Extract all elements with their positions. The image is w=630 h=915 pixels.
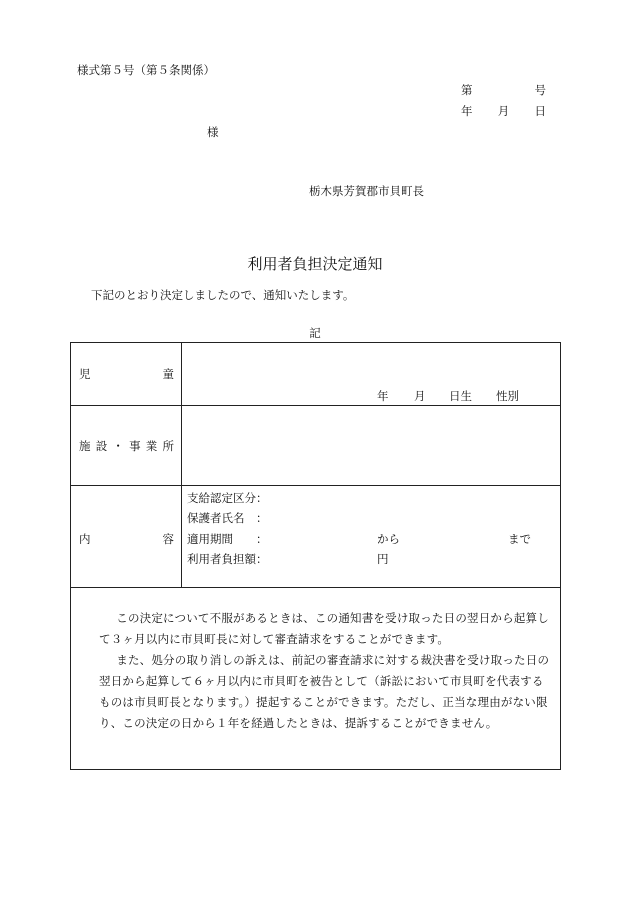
guardian-name-label: 保護者氏名 ： <box>187 511 268 525</box>
decision-table <box>70 342 561 770</box>
content-label-char: 内 <box>79 532 91 546</box>
child-label-char: 童 <box>162 367 174 381</box>
facility-label-char: 業 <box>145 439 158 453</box>
child-label-cell <box>71 343 182 405</box>
birth-month-label: 月 <box>414 389 426 403</box>
appeal-notice-row <box>71 587 560 769</box>
date-month: 月 <box>497 104 510 118</box>
date-year: 年 <box>461 104 473 118</box>
addressee-honorific: 様 <box>207 125 219 139</box>
period-from-label: から <box>377 532 400 546</box>
facility-label-char: 所 <box>162 439 174 453</box>
gender-label: 性別 <box>496 389 519 403</box>
ki-heading: 記 <box>309 326 321 340</box>
application-period-label: 適用期間 ： <box>187 532 268 546</box>
content-label <box>79 531 174 547</box>
facility-label-char: 事 <box>129 439 141 453</box>
facility-row <box>71 405 560 486</box>
appeal-notice-text <box>99 608 554 734</box>
intro-text: 下記のとおり決定しましたので、通知いたします。 <box>91 288 355 302</box>
certification-category-label: 支給認定区分： <box>187 491 268 505</box>
birth-year-label: 年 <box>377 389 389 403</box>
child-label-char: 児 <box>79 367 91 381</box>
appeal-notice-paragraph: この決定について不服があるときは、この通知書を受け取った日の翌日から起算して３ヶ月以内に市貝町長に対して審査請求をすることができます。 <box>99 611 549 646</box>
period-until-label: まで <box>508 532 531 546</box>
content-label-cell <box>71 485 182 587</box>
lawsuit-notice-paragraph: また、処分の取り消しの訴えは、前記の審査請求に対する裁決書を受け取った日の翌日から起算して６ヶ月以内に市貝町を被告として（訴訟において市貝町を代表するものは市貝町長となります。）提起することができます。ただし、正当な理由がない限り、この決定の日から１年を経過したときは、提訴することができません。 <box>99 653 550 730</box>
form-number: 様式第５号（第５条関係） <box>77 63 215 77</box>
facility-label-char: 設 <box>95 439 108 453</box>
issuer-name: 栃木県芳賀郡市貝町長 <box>309 184 424 198</box>
doc-number-prefix: 第 <box>461 83 473 97</box>
user-charge-label: 利用者負担額： <box>187 552 268 566</box>
child-row <box>71 343 560 406</box>
facility-label-char: 施 <box>79 439 91 453</box>
doc-number-suffix: 号 <box>534 83 546 97</box>
content-row <box>71 485 560 588</box>
child-label <box>79 366 174 382</box>
facility-label-cell <box>71 405 182 485</box>
facility-label-char: ・ <box>112 439 124 453</box>
date-day: 日 <box>534 104 546 118</box>
document-number-row <box>461 82 546 98</box>
content-label-char: 容 <box>162 532 174 546</box>
issue-date-row <box>461 103 546 119</box>
birth-day-label: 日生 <box>449 389 472 403</box>
yen-unit-label: 円 <box>377 552 389 566</box>
document-title: 利用者負担決定通知 <box>247 255 383 273</box>
facility-label <box>79 438 174 454</box>
